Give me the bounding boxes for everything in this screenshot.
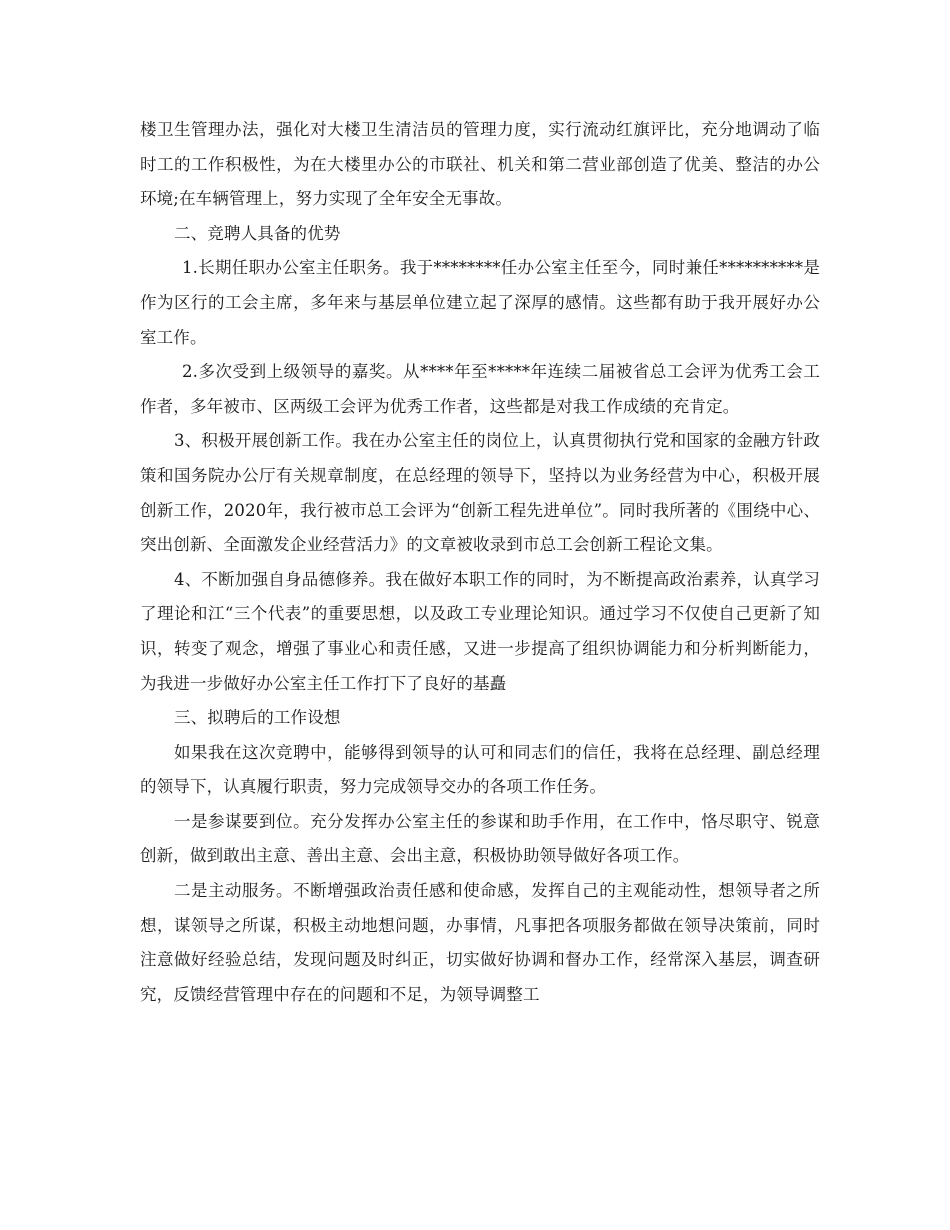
paragraph-plan-intro: 如果我在这次竞聘中，能够得到领导的认可和同志们的信任，我将在总经理、副总经理的领导下，认真履行职责，努力完成领导交办的各项工作任务。 xyxy=(140,742,820,797)
paragraph-plan-2: 二是主动服务。不断增强政治责任感和使命感，发挥自己的主观能动性，想领导者之所想，谋领导之所谋，积极主动地想问题，办事情，凡事把各项服务都做在领导决策前，同时注意做好经验总结，发现问题及时纠正，切实做好协调和督办工作，经常深入基层，调查研究，反馈经营管理中存在的问题和不足，为领导调整工 xyxy=(140,881,820,1004)
paragraph-plan-1: 一是参谋要到位。充分发挥办公室主任的参谋和助手作用，在工作中，恪尽职守、锐意创新，做到敢出主意、善出主意、会出主意，积极协助领导做好各项工作。 xyxy=(140,811,820,866)
document-body xyxy=(140,113,820,1012)
paragraph-advantage-3: 3、积极开展创新工作。我在办公室主任的岗位上，认真贯彻执行党和国家的金融方针政策和国务院办公厅有关规章制度，在总经理的领导下，坚持以为业务经营为中心，积极开展创新工作，2020年，我行被市总工会评为“创新工程先进单位”。同时我所著的《围绕中心、突出创新、全面激发企业经营活力》的文章被收录到市总工会创新工程论文集。 xyxy=(140,431,820,555)
paragraph-advantage-4: 4、不断加强自身品德修养。我在做好本职工作的同时，为不断提高政治素养，认真学习了理论和江“三个代表”的重要思想，以及政工专业理论知识。通过学习不仅使自己更新了知识，转变了观念，增强了事业心和责任感，又进一步提高了组织协调能力和分析判断能力，为我进一步做好办公室主任工作打下了良好的基矗 xyxy=(140,569,820,693)
section-heading-plans: 三、拟聘后的工作设想 xyxy=(174,708,341,728)
paragraph-advantage-1: 1.长期任职办公室主任职务。我于********任办公室主任至今，同时兼任**********是作为区行的工会主席，多年来与基层单位建立起了深厚的感情。这些都有助于我开展好办公室工作。 xyxy=(140,258,820,347)
paragraph-continuation: 楼卫生管理办法，强化对大楼卫生清洁员的管理力度，实行流动红旗评比，充分地调动了临时工的工作积极性，为在大楼里办公的市联社、机关和第二营业部创造了优美、整洁的办公环境;在车辆管理上，努力实现了全年安全无事故。 xyxy=(140,120,820,209)
paragraph-advantage-2: 2.多次受到上级领导的嘉奖。从****年至*****年连续二届被省总工会评为优秀工会工作者，多年被市、区两级工会评为优秀工作者，这些都是对我工作成绩的充肯定。 xyxy=(140,362,820,416)
section-heading-advantages: 二、竞聘人具备的优势 xyxy=(174,223,341,243)
